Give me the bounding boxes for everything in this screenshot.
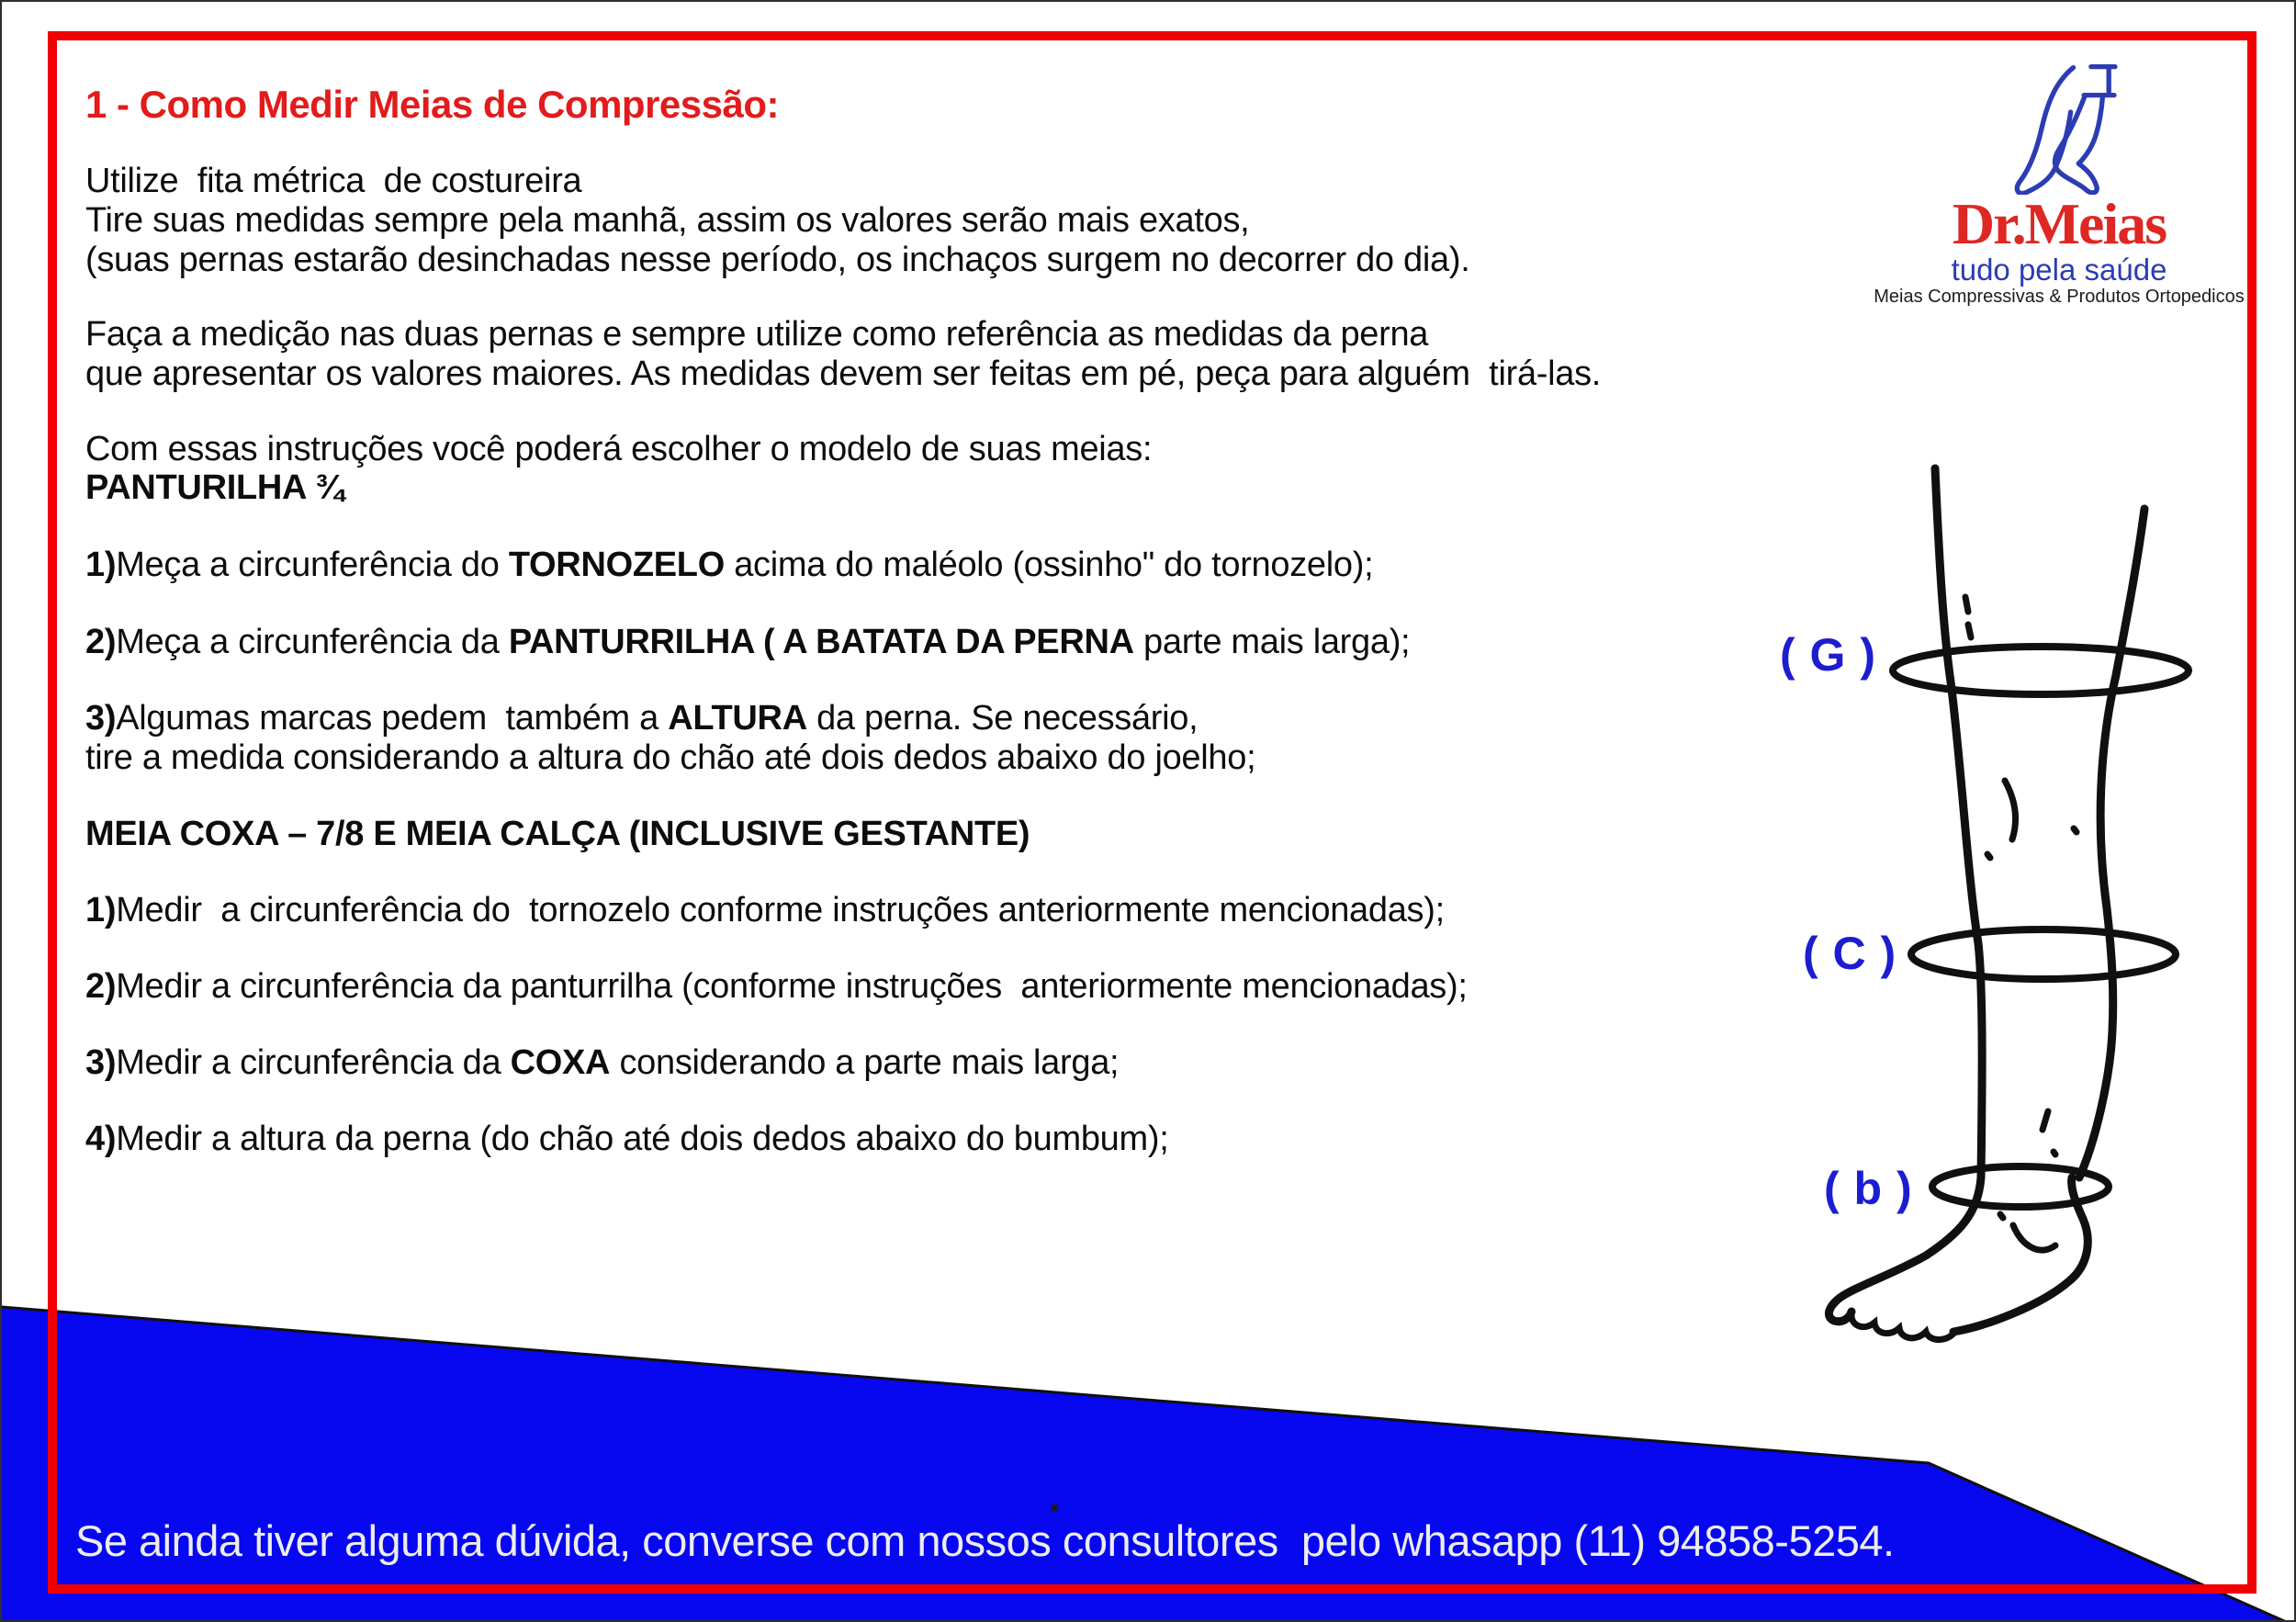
label-thigh-G: ( G )	[1780, 629, 1876, 681]
logo-subtitle: Meias Compressivas & Produtos Ortopedicos	[1874, 287, 2245, 307]
section1-item3-line2: tire a medida considerando a altura do chão até dois dedos abaixo do joelho;	[85, 738, 1256, 777]
section2-item3: 3)Medir a circunferência da COXA considerando a parte mais larga;	[85, 1043, 1120, 1082]
section2-item1: 1)Medir a circunferência do tornozelo conforme instruções anteriormente mencionadas);	[85, 891, 1445, 929]
section1-item1: 1)Meça a circunferência do TORNOZELO acima do maléolo (ossinho" do tornozelo);	[85, 546, 1374, 584]
label-calf-C: ( C )	[1803, 928, 1897, 979]
stray-period-mark: .	[1049, 1472, 1061, 1520]
section2-heading: MEIA COXA – 7/8 E MEIA CALÇA (INCLUSIVE GESTANTE)	[85, 815, 1030, 853]
paragraph1-line2: Tire suas medidas sempre pela manhã, assim os valores serão mais exatos,	[85, 201, 1250, 240]
label-ankle-b: ( b )	[1824, 1163, 1913, 1214]
logo-tagline: tudo pela saúde	[1951, 253, 2167, 287]
models-intro-line: Com essas instruções você poderá escolher o modelo de suas meias:	[85, 430, 1153, 468]
section1-item3-line1: 3)Algumas marcas pedem também a ALTURA da perna. Se necessário,	[85, 699, 1199, 738]
section2-item4: 4)Medir a altura da perna (do chão até dois dedos abaixo do bumbum);	[85, 1120, 1169, 1158]
dr-meias-legs-icon	[2000, 57, 2118, 195]
paragraph2-line2: que apresentar os valores maiores. As medidas devem ser feitas em pé, peça para alguém tirá-las.	[85, 355, 1602, 393]
page-title: 1 - Como Medir Meias de Compressão:	[85, 83, 780, 126]
paragraph1-line1: Utilize fita métrica de costureira	[85, 162, 582, 200]
paragraph2-line1: Faça a medição nas duas pernas e sempre utilize como referência as medidas da perna	[85, 315, 1429, 354]
section2-item2: 2)Medir a circunferência da panturrilha (conforme instruções anteriormente mencionadas);	[85, 967, 1468, 1006]
paragraph1-line3: (suas pernas estarão desinchadas nesse período, os inchaços surgem no decorrer do dia).	[85, 241, 1470, 279]
footer-whatsapp-message: Se ainda tiver alguma dúvida, converse com nossos consultores pelo whasapp (11) 94858-5254.	[75, 1516, 1895, 1565]
model-name-panturilha: PANTURILHA ¾	[85, 468, 344, 507]
logo-name: Dr.Meias	[1952, 191, 2167, 256]
section1-item2: 2)Meça a circunferência da PANTURRILHA ( A BATATA DA PERNA parte mais larga);	[85, 623, 1411, 661]
